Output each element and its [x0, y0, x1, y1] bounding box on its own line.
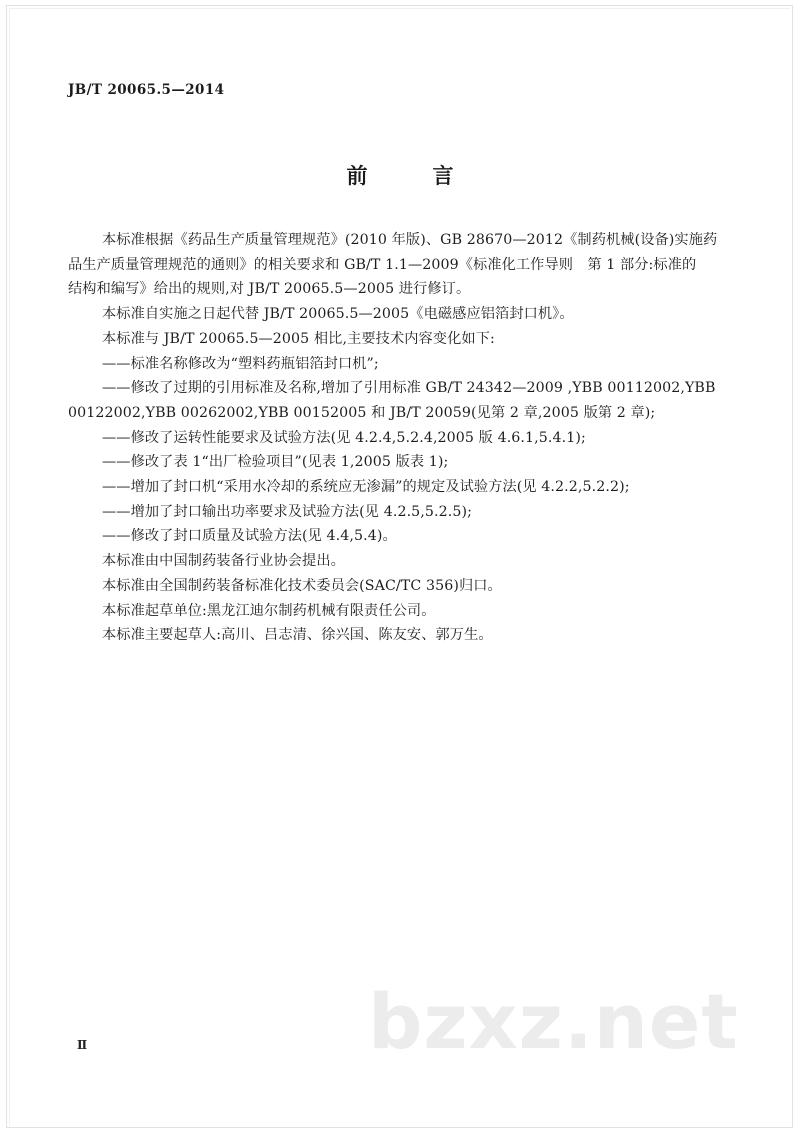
foreword-line: ——修改了运转性能要求及试验方法(见 4.2.4,5.2.4,2005 版 4.6.1,5.4.1);: [102, 429, 586, 446]
foreword-line: ——修改了过期的引用标准及名称,增加了引用标准 GB/T 24342—2009 ,YBB 00112002,YBB: [102, 380, 716, 397]
foreword-line: ——修改了表 1“出厂检验项目”(见表 1,2005 版表 1);: [102, 454, 449, 471]
foreword-line: 本标准自实施之日起代替 JB/T 20065.5—2005《电磁感应铝箔封口机》。: [102, 306, 574, 323]
foreword-line: 结构和编写》给出的规则,对 JB/T 20065.5—2005 进行修订。: [68, 281, 471, 298]
running-header-standard-number: JB/T 20065.5—2014: [68, 82, 225, 98]
foreword-line: 本标准与 JB/T 20065.5—2005 相比,主要技术内容变化如下:: [102, 330, 495, 347]
foreword-line: ——标准名称修改为“塑料药瓶铝箔封口机”;: [102, 355, 379, 372]
foreword-line: 本标准由全国制药装备标准化技术委员会(SAC/TC 356)归口。: [102, 577, 502, 594]
foreword-line: 00122002,YBB 00262002,YBB 00152005 和 JB/T 20059(见第 2 章,2005 版第 2 章);: [68, 404, 656, 421]
foreword-line: 本标准起草单位:黑龙江迪尔制药机械有限责任公司。: [102, 602, 436, 619]
foreword-line: 品生产质量管理规范的通则》的相关要求和 GB/T 1.1—2009《标准化工作导则 第 1 部分:标准的: [68, 256, 697, 273]
page-number: Ⅱ: [77, 1038, 88, 1052]
foreword-line: 本标准主要起草人:高川、吕志清、徐兴国、陈友安、郭万生。: [102, 627, 493, 644]
foreword-line: ——增加了封口输出功率要求及试验方法(见 4.2.5,5.2.5);: [102, 503, 473, 520]
foreword-line: ——修改了封口质量及试验方法(见 4.4,5.4)。: [102, 528, 397, 545]
site-watermark: bzxz.net: [368, 977, 739, 1066]
foreword-body: [68, 228, 734, 648]
page-title-foreword: 前 言: [346, 164, 476, 188]
foreword-line: 本标准根据《药品生产质量管理规范》(2010 年版)、GB 28670—2012《制药机械(设备)实施药: [102, 232, 718, 248]
foreword-line: 本标准由中国制药装备行业协会提出。: [102, 553, 345, 570]
foreword-line: ——增加了封口机“采用水冷却的系统应无渗漏”的规定及试验方法(见 4.2.2,5.2.2);: [102, 479, 630, 496]
